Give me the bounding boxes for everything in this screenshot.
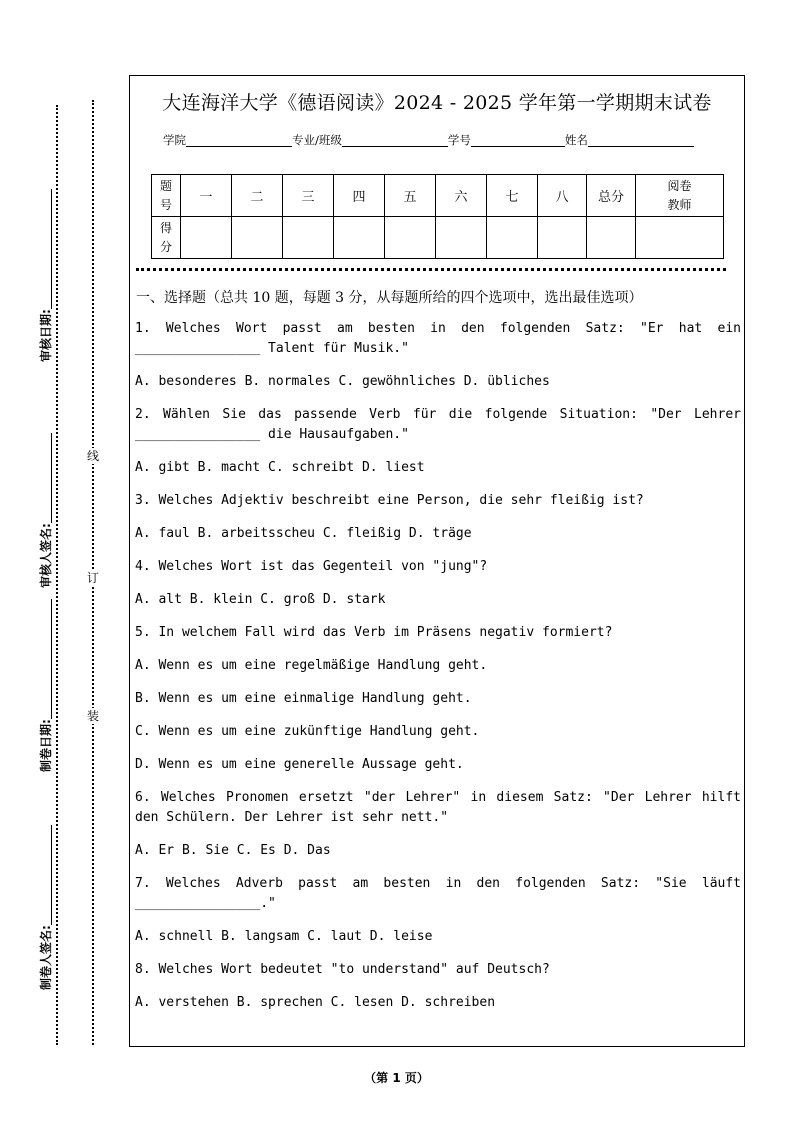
score-cell[interactable] (436, 217, 487, 259)
score-cell[interactable] (385, 217, 436, 259)
score-cell[interactable] (538, 217, 587, 259)
section-title: 一、选择题（总共 10 题，每题 3 分，从每题所给的四个选项中，选出最佳选项） (136, 290, 643, 306)
question-7: 7. Welches Adverb passt am besten in den folgenden Satz: "Sie läuft ________________." (135, 876, 741, 911)
dotted-separator (136, 268, 726, 271)
grader-cell[interactable] (636, 217, 724, 259)
name-field[interactable] (588, 133, 694, 147)
binding-mark-pack: 装 (86, 709, 99, 723)
col-7: 七 (487, 175, 538, 217)
reviewer-sign-text: 审核人签名: (39, 523, 53, 588)
reviewer-sign-line[interactable] (39, 433, 52, 523)
student-id-field[interactable] (471, 133, 565, 147)
major-class-label: 专业/班级 (292, 133, 342, 147)
question-5: 5. In welchem Fall wird das Verb im Präsens negativ formiert? (135, 625, 613, 640)
score-cell[interactable] (232, 217, 283, 259)
col-5: 五 (385, 175, 436, 217)
question-8: 8. Welches Wort bedeutet "to understand" auf Deutsch? (135, 962, 550, 977)
questions-section (135, 288, 741, 1026)
score-header: 得 分 (152, 217, 181, 259)
reviewer-date-text: 审核日期: (39, 309, 53, 362)
col-3: 三 (283, 175, 334, 217)
question-1: 1. Welches Wort passt am besten in den folgenden Satz: "Er hat ein ________________ Talent für Musik." (135, 321, 741, 356)
question-number-header: 题 号 (152, 175, 181, 217)
col-4: 四 (334, 175, 385, 217)
exam-paper (129, 75, 745, 1047)
maker-sign-line[interactable] (39, 825, 52, 925)
question-5-option-a: A. Wenn es um eine regelmäßige Handlung geht. (135, 658, 488, 673)
col-1: 一 (181, 175, 232, 217)
score-cell[interactable] (334, 217, 385, 259)
question-1-options: A. besonderes B. normales C. gewöhnliches D. übliches (135, 374, 550, 389)
question-5-option-b: B. Wenn es um eine einmalige Handlung geht. (135, 691, 472, 706)
maker-date-line[interactable] (39, 599, 52, 719)
maker-sign-label (37, 825, 54, 990)
score-table-score-row (152, 217, 724, 259)
question-4-options: A. alt B. klein C. groß D. stark (135, 592, 386, 607)
question-6-options: A. Er B. Sie C. Es D. Das (135, 843, 331, 858)
question-5-option-d: D. Wenn es um eine generelle Aussage geht. (135, 757, 464, 772)
binding-mark-order: 订 (86, 571, 99, 585)
binding-dotted-line-left (56, 105, 58, 1045)
exam-title: 大连海洋大学《德语阅读》2024 - 2025 学年第一学期期末试卷 (162, 92, 712, 114)
score-cell[interactable] (487, 217, 538, 259)
page-number: （第 1 页） (364, 1071, 429, 1085)
col-2: 二 (232, 175, 283, 217)
student-info-row (163, 132, 694, 148)
question-8-options: A. verstehen B. sprechen C. lesen D. schreiben (135, 995, 496, 1010)
reviewer-sign-label (37, 433, 54, 588)
question-4: 4. Welches Wort ist das Gegenteil von "jung"? (135, 559, 488, 574)
school-label: 学院 (163, 133, 186, 147)
reviewer-date-label (37, 189, 54, 362)
question-5-option-c: C. Wenn es um eine zukünftige Handlung geht. (135, 724, 480, 739)
school-field[interactable] (186, 133, 292, 147)
major-class-field[interactable] (342, 133, 448, 147)
question-7-options: A. schnell B. langsam C. laut D. leise (135, 929, 433, 944)
score-cell[interactable] (181, 217, 232, 259)
score-table-header-row (152, 175, 724, 217)
score-table (151, 174, 724, 259)
maker-sign-text: 制卷人签名: (39, 925, 53, 990)
question-6: 6. Welches Pronomen ersetzt "der Lehrer" in diesem Satz: "Der Lehrer hilft den Schülern. Der Lehrer ist sehr nett." (135, 790, 741, 825)
col-6: 六 (436, 175, 487, 217)
question-3: 3. Welches Adjektiv beschreibt eine Person, die sehr fleißig ist? (135, 493, 644, 508)
score-cell[interactable] (283, 217, 334, 259)
student-id-label: 学号 (447, 133, 471, 147)
name-label: 姓名 (564, 133, 588, 147)
question-3-options: A. faul B. arbeitsscheu C. fleißig D. träge (135, 526, 472, 541)
grader-header: 阅卷 教师 (636, 175, 724, 217)
question-2: 2. Wählen Sie das passende Verb für die folgende Situation: "Der Lehrer ________________ die Hausaufgaben." (135, 407, 741, 442)
col-total: 总分 (587, 175, 636, 217)
score-total-cell[interactable] (587, 217, 636, 259)
reviewer-date-line[interactable] (39, 189, 52, 309)
maker-date-text: 制卷日期: (39, 719, 53, 772)
col-8: 八 (538, 175, 587, 217)
maker-date-label (37, 599, 54, 772)
binding-mark-line: 线 (86, 449, 99, 463)
question-2-options: A. gibt B. macht C. schreibt D. liest (135, 460, 425, 475)
